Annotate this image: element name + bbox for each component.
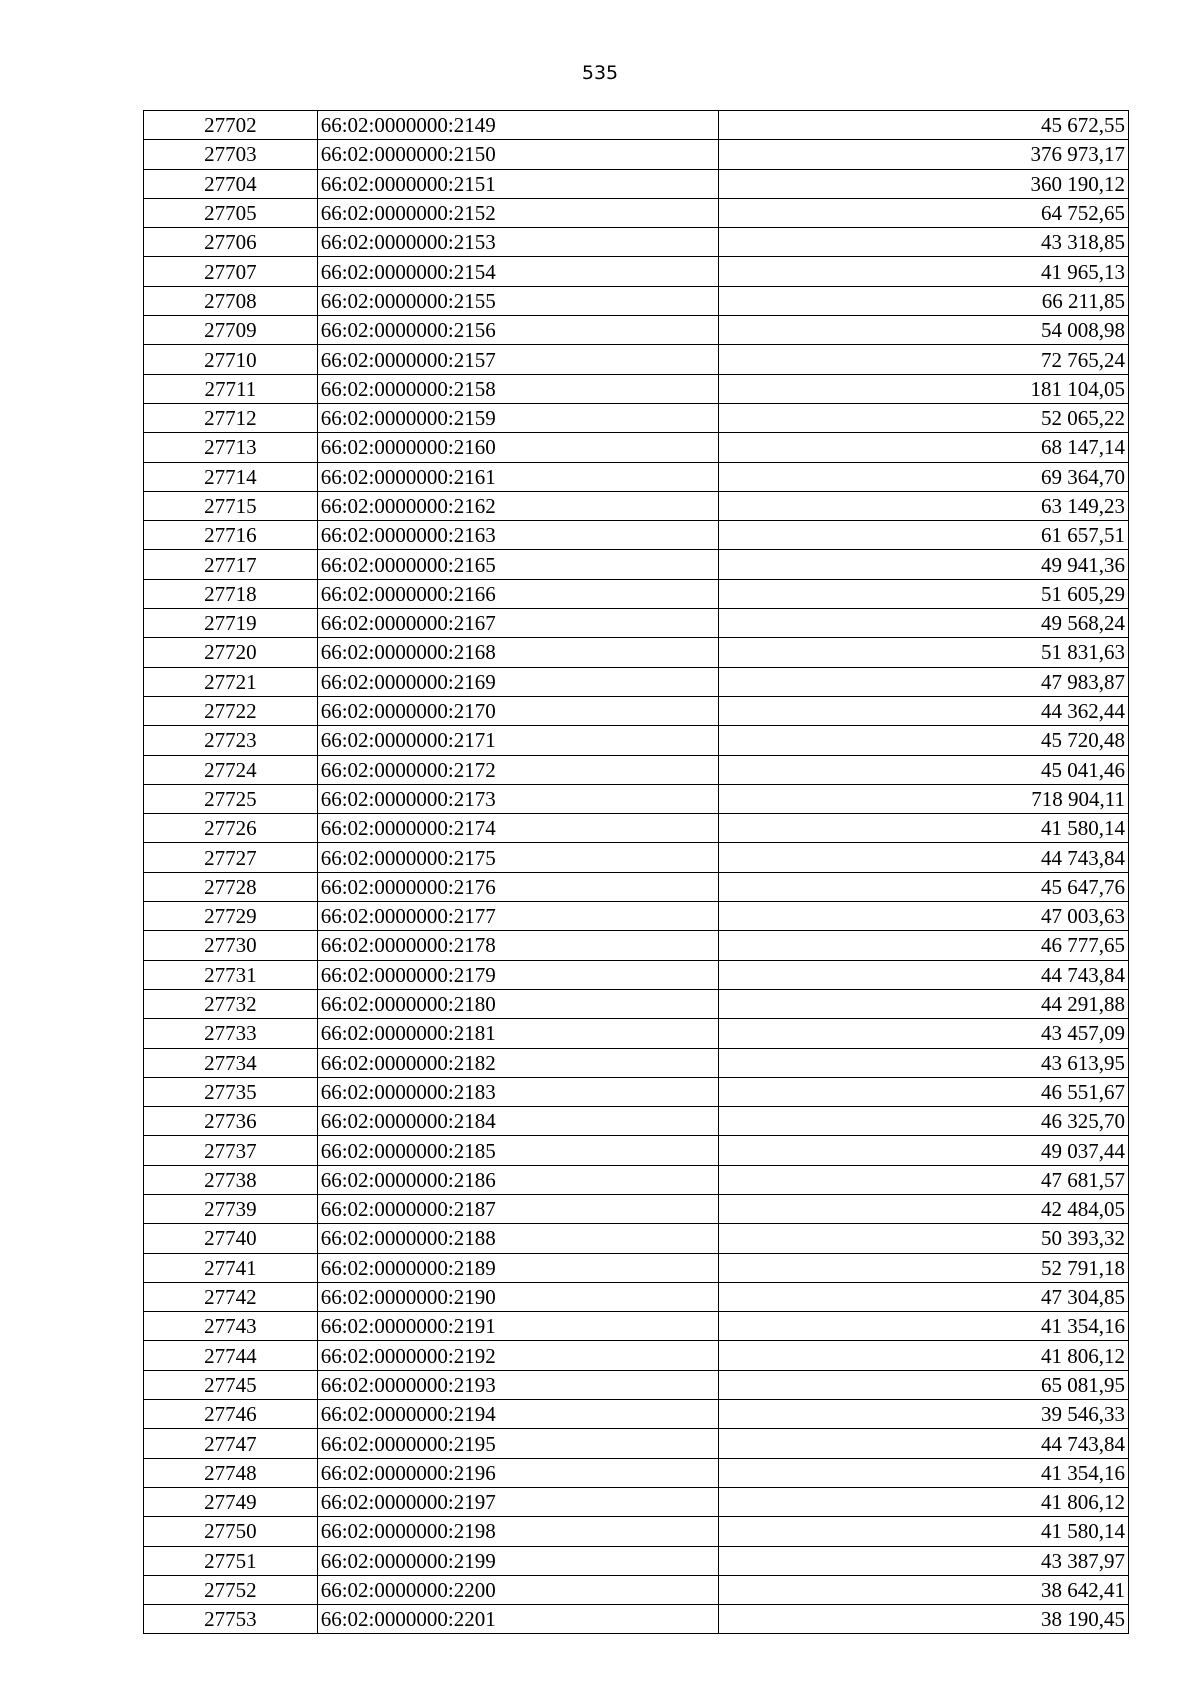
cadastral-number-cell: 66:02:0000000:2184 — [317, 1107, 719, 1136]
cadastral-value-cell: 63 149,23 — [719, 491, 1129, 520]
cadastral-number-cell: 66:02:0000000:2165 — [317, 550, 719, 579]
cadastral-number-cell: 66:02:0000000:2173 — [317, 784, 719, 813]
cadastral-value-cell: 51 831,63 — [719, 638, 1129, 667]
row-number-cell: 27702 — [144, 111, 318, 140]
cadastral-value-cell: 49 941,36 — [719, 550, 1129, 579]
row-number-cell: 27734 — [144, 1048, 318, 1077]
cadastral-value-cell: 718 904,11 — [719, 784, 1129, 813]
cadastral-number-cell: 66:02:0000000:2160 — [317, 433, 719, 462]
cadastral-number-cell: 66:02:0000000:2196 — [317, 1458, 719, 1487]
table-row — [144, 872, 1129, 901]
cadastral-number-cell: 66:02:0000000:2183 — [317, 1077, 719, 1106]
cadastral-number-cell: 66:02:0000000:2192 — [317, 1341, 719, 1370]
row-number-cell: 27709 — [144, 316, 318, 345]
cadastral-number-cell: 66:02:0000000:2182 — [317, 1048, 719, 1077]
table-row — [144, 198, 1129, 227]
table-row — [144, 696, 1129, 725]
row-number-cell: 27749 — [144, 1487, 318, 1516]
cadastral-number-cell: 66:02:0000000:2180 — [317, 989, 719, 1018]
cadastral-number-cell: 66:02:0000000:2179 — [317, 960, 719, 989]
cadastral-value-cell: 181 104,05 — [719, 374, 1129, 403]
cadastral-number-cell: 66:02:0000000:2170 — [317, 696, 719, 725]
table-row — [144, 1048, 1129, 1077]
row-number-cell: 27744 — [144, 1341, 318, 1370]
cadastral-number-cell: 66:02:0000000:2153 — [317, 228, 719, 257]
cadastral-number-cell: 66:02:0000000:2149 — [317, 111, 719, 140]
row-number-cell: 27703 — [144, 140, 318, 169]
cadastral-value-cell: 45 720,48 — [719, 726, 1129, 755]
row-number-cell: 27745 — [144, 1370, 318, 1399]
table-row — [144, 140, 1129, 169]
cadastral-number-cell: 66:02:0000000:2161 — [317, 462, 719, 491]
table-row — [144, 1458, 1129, 1487]
table-row — [144, 1107, 1129, 1136]
table-row — [144, 1165, 1129, 1194]
cadastral-value-cell: 54 008,98 — [719, 316, 1129, 345]
table-row — [144, 579, 1129, 608]
row-number-cell: 27746 — [144, 1400, 318, 1429]
cadastral-number-cell: 66:02:0000000:2191 — [317, 1312, 719, 1341]
cadastral-value-cell: 64 752,65 — [719, 198, 1129, 227]
cadastral-number-cell: 66:02:0000000:2188 — [317, 1224, 719, 1253]
table-row — [144, 784, 1129, 813]
cadastral-value-cell: 68 147,14 — [719, 433, 1129, 462]
cadastral-value-cell: 52 791,18 — [719, 1253, 1129, 1282]
row-number-cell: 27726 — [144, 814, 318, 843]
row-number-cell: 27727 — [144, 843, 318, 872]
table-row — [144, 1429, 1129, 1458]
cadastral-value-cell: 52 065,22 — [719, 403, 1129, 432]
row-number-cell: 27729 — [144, 902, 318, 931]
cadastral-value-cell: 44 362,44 — [719, 696, 1129, 725]
cadastral-number-cell: 66:02:0000000:2157 — [317, 345, 719, 374]
cadastral-value-cell: 45 041,46 — [719, 755, 1129, 784]
cadastral-number-cell: 66:02:0000000:2163 — [317, 521, 719, 550]
table-row — [144, 491, 1129, 520]
row-number-cell: 27747 — [144, 1429, 318, 1458]
cadastral-number-cell: 66:02:0000000:2154 — [317, 257, 719, 286]
cadastral-value-cell: 41 806,12 — [719, 1487, 1129, 1516]
row-number-cell: 27711 — [144, 374, 318, 403]
cadastral-value-cell: 66 211,85 — [719, 286, 1129, 315]
cadastral-value-cell: 69 364,70 — [719, 462, 1129, 491]
table-row — [144, 345, 1129, 374]
cadastral-value-cell: 41 580,14 — [719, 814, 1129, 843]
table-row — [144, 1341, 1129, 1370]
cadastral-value-cell: 50 393,32 — [719, 1224, 1129, 1253]
cadastral-value-cell: 41 965,13 — [719, 257, 1129, 286]
cadastral-number-cell: 66:02:0000000:2186 — [317, 1165, 719, 1194]
table-row — [144, 521, 1129, 550]
cadastral-number-cell: 66:02:0000000:2159 — [317, 403, 719, 432]
cadastral-value-cell: 46 551,67 — [719, 1077, 1129, 1106]
cadastral-value-cell: 44 743,84 — [719, 1429, 1129, 1458]
table-row — [144, 1605, 1129, 1634]
table-row — [144, 1487, 1129, 1516]
row-number-cell: 27724 — [144, 755, 318, 784]
cadastral-value-cell: 41 354,16 — [719, 1458, 1129, 1487]
cadastral-number-cell: 66:02:0000000:2174 — [317, 814, 719, 843]
cadastral-value-cell: 49 568,24 — [719, 609, 1129, 638]
cadastral-number-cell: 66:02:0000000:2195 — [317, 1429, 719, 1458]
row-number-cell: 27739 — [144, 1194, 318, 1223]
table-row — [144, 1077, 1129, 1106]
row-number-cell: 27704 — [144, 169, 318, 198]
table-row — [144, 433, 1129, 462]
row-number-cell: 27721 — [144, 667, 318, 696]
table-row — [144, 1370, 1129, 1399]
cadastral-value-cell: 49 037,44 — [719, 1136, 1129, 1165]
cadastral-value-cell: 46 777,65 — [719, 931, 1129, 960]
cadastral-value-cell: 51 605,29 — [719, 579, 1129, 608]
cadastral-value-cell: 46 325,70 — [719, 1107, 1129, 1136]
cadastral-number-cell: 66:02:0000000:2151 — [317, 169, 719, 198]
cadastral-value-cell: 61 657,51 — [719, 521, 1129, 550]
row-number-cell: 27738 — [144, 1165, 318, 1194]
table-row — [144, 755, 1129, 784]
row-number-cell: 27736 — [144, 1107, 318, 1136]
cadastral-value-cell: 38 190,45 — [719, 1605, 1129, 1634]
cadastral-number-cell: 66:02:0000000:2193 — [317, 1370, 719, 1399]
cadastral-value-cell: 45 647,76 — [719, 872, 1129, 901]
table-row — [144, 843, 1129, 872]
row-number-cell: 27723 — [144, 726, 318, 755]
row-number-cell: 27735 — [144, 1077, 318, 1106]
row-number-cell: 27722 — [144, 696, 318, 725]
cadastral-number-cell: 66:02:0000000:2201 — [317, 1605, 719, 1634]
table-row — [144, 111, 1129, 140]
cadastral-number-cell: 66:02:0000000:2171 — [317, 726, 719, 755]
table-row — [144, 550, 1129, 579]
table-row — [144, 1546, 1129, 1575]
row-number-cell: 27748 — [144, 1458, 318, 1487]
table-row — [144, 1194, 1129, 1223]
row-number-cell: 27707 — [144, 257, 318, 286]
cadastral-value-cell: 47 003,63 — [719, 902, 1129, 931]
cadastral-number-cell: 66:02:0000000:2172 — [317, 755, 719, 784]
cadastral-number-cell: 66:02:0000000:2155 — [317, 286, 719, 315]
cadastral-number-cell: 66:02:0000000:2198 — [317, 1517, 719, 1546]
cadastral-number-cell: 66:02:0000000:2185 — [317, 1136, 719, 1165]
cadastral-value-cell: 38 642,41 — [719, 1575, 1129, 1604]
table-row — [144, 1400, 1129, 1429]
table-row — [144, 814, 1129, 843]
cadastral-value-cell: 44 743,84 — [719, 960, 1129, 989]
cadastral-value-cell: 41 806,12 — [719, 1341, 1129, 1370]
row-number-cell: 27715 — [144, 491, 318, 520]
cadastral-value-cell: 43 387,97 — [719, 1546, 1129, 1575]
table-row — [144, 1575, 1129, 1604]
cadastral-number-cell: 66:02:0000000:2178 — [317, 931, 719, 960]
cadastral-value-cell: 47 681,57 — [719, 1165, 1129, 1194]
table-row — [144, 1312, 1129, 1341]
table-row — [144, 1224, 1129, 1253]
cadastral-number-cell: 66:02:0000000:2187 — [317, 1194, 719, 1223]
row-number-cell: 27728 — [144, 872, 318, 901]
cadastral-value-cell: 43 613,95 — [719, 1048, 1129, 1077]
row-number-cell: 27708 — [144, 286, 318, 315]
cadastral-number-cell: 66:02:0000000:2189 — [317, 1253, 719, 1282]
cadastral-value-cell: 376 973,17 — [719, 140, 1129, 169]
row-number-cell: 27725 — [144, 784, 318, 813]
table-row — [144, 286, 1129, 315]
row-number-cell: 27742 — [144, 1282, 318, 1311]
table-row — [144, 960, 1129, 989]
row-number-cell: 27733 — [144, 1019, 318, 1048]
cadastral-value-cell: 41 580,14 — [719, 1517, 1129, 1546]
page-number: 535 — [581, 62, 619, 84]
cadastral-number-cell: 66:02:0000000:2197 — [317, 1487, 719, 1516]
table-body — [144, 111, 1129, 1634]
cadastral-number-cell: 66:02:0000000:2200 — [317, 1575, 719, 1604]
row-number-cell: 27740 — [144, 1224, 318, 1253]
cadastral-value-cell: 360 190,12 — [719, 169, 1129, 198]
cadastral-number-cell: 66:02:0000000:2152 — [317, 198, 719, 227]
table-row — [144, 1019, 1129, 1048]
table-row — [144, 931, 1129, 960]
row-number-cell: 27743 — [144, 1312, 318, 1341]
row-number-cell: 27752 — [144, 1575, 318, 1604]
row-number-cell: 27751 — [144, 1546, 318, 1575]
cadastral-number-cell: 66:02:0000000:2167 — [317, 609, 719, 638]
cadastral-value-cell: 44 291,88 — [719, 989, 1129, 1018]
row-number-cell: 27753 — [144, 1605, 318, 1634]
table-row — [144, 609, 1129, 638]
cadastral-value-cell: 65 081,95 — [719, 1370, 1129, 1399]
row-number-cell: 27717 — [144, 550, 318, 579]
cadastral-number-cell: 66:02:0000000:2158 — [317, 374, 719, 403]
table-row — [144, 316, 1129, 345]
table-row — [144, 1136, 1129, 1165]
cadastral-value-table — [143, 110, 1129, 1634]
table-row — [144, 169, 1129, 198]
table-row — [144, 638, 1129, 667]
cadastral-number-cell: 66:02:0000000:2181 — [317, 1019, 719, 1048]
cadastral-value-cell: 43 457,09 — [719, 1019, 1129, 1048]
row-number-cell: 27732 — [144, 989, 318, 1018]
row-number-cell: 27730 — [144, 931, 318, 960]
row-number-cell: 27718 — [144, 579, 318, 608]
row-number-cell: 27706 — [144, 228, 318, 257]
cadastral-value-cell: 41 354,16 — [719, 1312, 1129, 1341]
table-row — [144, 374, 1129, 403]
cadastral-number-cell: 66:02:0000000:2166 — [317, 579, 719, 608]
row-number-cell: 27705 — [144, 198, 318, 227]
row-number-cell: 27720 — [144, 638, 318, 667]
row-number-cell: 27719 — [144, 609, 318, 638]
cadastral-value-cell: 42 484,05 — [719, 1194, 1129, 1223]
table-row — [144, 403, 1129, 432]
cadastral-number-cell: 66:02:0000000:2150 — [317, 140, 719, 169]
cadastral-value-cell: 44 743,84 — [719, 843, 1129, 872]
row-number-cell: 27712 — [144, 403, 318, 432]
cadastral-value-cell: 47 983,87 — [719, 667, 1129, 696]
table-row — [144, 1282, 1129, 1311]
row-number-cell: 27737 — [144, 1136, 318, 1165]
row-number-cell: 27713 — [144, 433, 318, 462]
cadastral-value-cell: 45 672,55 — [719, 111, 1129, 140]
cadastral-number-cell: 66:02:0000000:2199 — [317, 1546, 719, 1575]
cadastral-value-cell: 43 318,85 — [719, 228, 1129, 257]
cadastral-number-cell: 66:02:0000000:2177 — [317, 902, 719, 931]
table-row — [144, 257, 1129, 286]
cadastral-number-cell: 66:02:0000000:2176 — [317, 872, 719, 901]
cadastral-number-cell: 66:02:0000000:2168 — [317, 638, 719, 667]
table-row — [144, 902, 1129, 931]
table-row — [144, 1253, 1129, 1282]
cadastral-value-cell: 39 546,33 — [719, 1400, 1129, 1429]
row-number-cell: 27714 — [144, 462, 318, 491]
table-row — [144, 228, 1129, 257]
cadastral-value-cell: 47 304,85 — [719, 1282, 1129, 1311]
cadastral-value-cell: 72 765,24 — [719, 345, 1129, 374]
cadastral-number-cell: 66:02:0000000:2194 — [317, 1400, 719, 1429]
row-number-cell: 27716 — [144, 521, 318, 550]
table-row — [144, 1517, 1129, 1546]
table-row — [144, 667, 1129, 696]
row-number-cell: 27750 — [144, 1517, 318, 1546]
table-row — [144, 462, 1129, 491]
cadastral-number-cell: 66:02:0000000:2162 — [317, 491, 719, 520]
cadastral-number-cell: 66:02:0000000:2175 — [317, 843, 719, 872]
cadastral-number-cell: 66:02:0000000:2190 — [317, 1282, 719, 1311]
row-number-cell: 27731 — [144, 960, 318, 989]
table-row — [144, 989, 1129, 1018]
cadastral-number-cell: 66:02:0000000:2169 — [317, 667, 719, 696]
cadastral-number-cell: 66:02:0000000:2156 — [317, 316, 719, 345]
row-number-cell: 27710 — [144, 345, 318, 374]
row-number-cell: 27741 — [144, 1253, 318, 1282]
table-row — [144, 726, 1129, 755]
